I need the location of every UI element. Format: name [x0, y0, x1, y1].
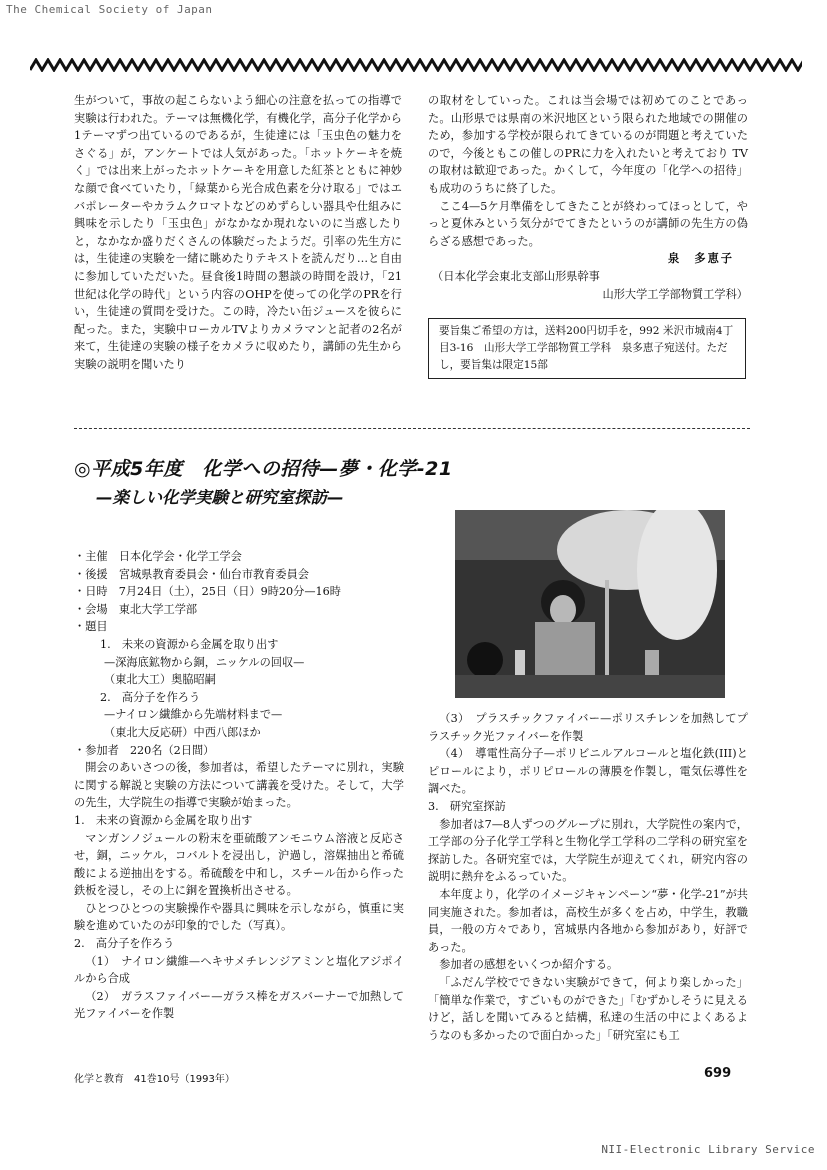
info-sponsor: ・後援 宮城県教育委員会・仙台市教育委員会 [74, 567, 309, 581]
info-participants: ・参加者 220名（2日間） [74, 743, 215, 757]
right-body-paragraph: 「ふだん学校でできない実験ができて，何より楽しかった」「簡単な作業で，すごいものができた」「むずかしそうに見えるけど，話しを聞いてみると結構，私達の生活の中によくあるようなのも多かったので面白かった」「研究室にも工 [428, 975, 748, 1042]
right-body-paragraph: 参加者の感想をいくつか紹介する。 [439, 958, 619, 972]
prev-left-column [74, 92, 402, 374]
topic-2-lecturer: （東北大反応研）中西八郎ほか [104, 725, 261, 739]
journal-info: 化学と教育 41巻10号（1993年） [74, 1074, 235, 1085]
article-title: ◎平成5年度 化学への招待—夢・化学-21 [74, 458, 453, 480]
right-body-paragraph: 参加者は7—8人ずつのグループに別れ，大学院性の案内で，工学部の分子化学工学科と生物化学工学科の二学科の研究室を探訪した。各研究室では，大学院生が迎えてくれ，研究内容の説明に熱弁をふるっていた。 [428, 817, 748, 884]
left-body-paragraph: （1） ナイロン繊維—ヘキサメチレンジアミンと塩化アジポイルから合成 [74, 954, 404, 986]
right-body-paragraph: 本年度より，化学のイメージキャンペーン“夢・化学-21”が共同実施された。参加者は，高校生が多くを占め，中学生，教職員，一般の方々であり，宮城県内各地から参加があり，好評であった。 [428, 887, 748, 954]
info-date: ・日時 7月24日（土），25日（日）9時20分—16時 [74, 585, 341, 599]
topic-2-title: 2. 高分子を作ろう [100, 690, 201, 704]
info-venue: ・会場 東北大学工学部 [74, 602, 198, 616]
right-body-paragraph: （4） 導電性高分子—ポリビニルアルコールと塩化鉄(III)とピロールにより，ポリピロールの薄膜を作製し，電気伝導性を調べた。 [428, 747, 748, 796]
prev-right-column [428, 92, 748, 303]
right-body-paragraph: 3. 研究室探訪 [428, 799, 506, 813]
signer-affiliation-1: （日本化学会東北支部山形県幹事 [432, 269, 600, 283]
left-body-paragraph: マンガンノジュールの粉末を亜硫酸アンモニウム溶液と反応させ，銅，ニッケル，コバルトを浸出し，沪過し，溶媒抽出と希硫酸による逆抽出をする。希硫酸を中和し，スチール缶から作った鉄板を浸し，その上に銅を置換析出させる。 [74, 831, 404, 898]
info-organizer: ・主催 日本化学会・化学工学会 [74, 550, 242, 563]
left-body-paragraph: 2. 高分子を作ろう [74, 937, 175, 951]
right-body-paragraph: （3） プラスチックファイバー—ポリスチレンを加熱してプラスチック光ファイバーを作製 [428, 712, 748, 743]
left-body-paragraph: 1. 未来の資源から金属を取り出す [74, 813, 253, 827]
topic-1-sub: —深海底鉱物から銅，ニッケルの回収— [104, 655, 305, 669]
topic-1-title: 1. 未来の資源から金属を取り出す [100, 637, 279, 651]
signer-affiliation-2: 山形大学工学部物質工学科） [602, 287, 748, 301]
info-topics: ・題目 [74, 620, 108, 634]
prev-right-text-1: の取材をしていった。これは当会場では初めてのことであった。山形県では県南の米沢地区という限られた地域での開催のため，参加する学校が限られてきているのが問題と考えていたので，今後ともこの催しのPRに力を入れたいと考えており TV の取材は歓迎であった。かくして，今年度の「化学への招待」も成功のうちに終了した。 [428, 94, 748, 195]
photo [455, 510, 725, 698]
notice-box [428, 318, 746, 379]
zigzag-rule [30, 58, 802, 72]
signer-name: 泉 多恵子 [668, 251, 734, 266]
prev-left-text: 生がついて，事故の起こらないよう細心の注意を払っての指導で実験は行われた。テーマは無機化学，有機化学，高分子化学から1テーマずつ出ているのであるが，生徒達には「玉虫色の魅力をさぐる」が，アンケートでは人気があった。「ホットケーキを焼く」では出来上がったホットケーキを用意した紅茶とともに神妙な顔で食べていたり，「緑葉から光合成色素を分け取る」ではエバポレーターやカラムクロマトなどのめずらしい器具や仕組みに興味を示したり「玉虫色」がなかなか現れないのに当惑したりと，なかなか盛りだくさんの体験だったようだ。引率の先生方には，生徒達の実験を一緒に眺めたりテキストを読んだり…と自由に参加していただいた。昼食後1時間の懇談の時間を設け，「21世紀は化学の時代」という内容のOHPを使っての化学のPRを行い，生徒達の質問を受けた。この時，冷たい缶ジュースを彼らに配った。また，実験中ローカルTVよりカメラマンと記者の2名が来て，生徒達の実験の様子をカメラに収めたり，講師の先生から実験の説明を聞いたり [74, 94, 402, 371]
left-body-paragraph: （2） ガラスファイバー—ガラス棒をガスバーナーで加熱して光ファイバーを作製 [74, 989, 404, 1021]
article-right-body [428, 710, 748, 1044]
left-body-paragraph: 開会のあいさつの後，参加者は，希望したテーマに別れ，実験に関する解説と実験の方法について講義を受けた。そして，大学の先生，大学院生の指導で実験が始まった。 [74, 761, 404, 810]
topic-2-sub: —ナイロン繊維から先端材料まで— [104, 708, 283, 722]
article-subtitle: —楽しい化学実験と研究室探訪— [96, 488, 344, 507]
event-info [74, 548, 404, 1023]
prev-right-text-2: ここ4—5ケ月準備をしてきたことが終わってほっとして，やっと夏休みという気分がでてきたというのが講師の先生方の偽らざる感想であった。 [428, 199, 748, 248]
notice-text: 要旨集ご希望の方は，送料200円切手を，992 米沢市城南4丁目3-16 山形大学工学部物質工学科 泉多恵子宛送付。ただし，要旨集は限定15部 [439, 325, 734, 371]
source-watermark: The Chemical Society of Japan [6, 3, 213, 16]
topic-1-lecturer: （東北大工）奥脇昭嗣 [104, 673, 216, 687]
section-divider [74, 428, 750, 429]
article-left-body [74, 759, 404, 1023]
page-number: 699 [704, 1066, 732, 1081]
left-body-paragraph: ひとつひとつの実験操作や器具に興味を示しながら，慎重に実験を進めていたのが印象的でした（写真）。 [74, 901, 404, 933]
service-watermark: NII-Electronic Library Service [601, 1143, 815, 1156]
